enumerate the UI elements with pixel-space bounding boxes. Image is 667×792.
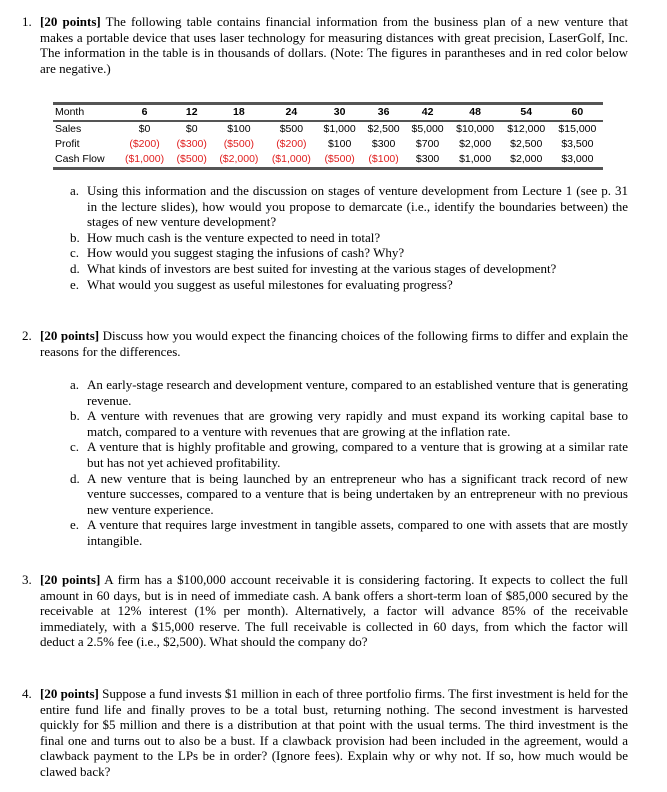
question-1-subitems bbox=[70, 183, 628, 292]
financial-table bbox=[53, 102, 603, 170]
item-text: How much cash is the venture expected to need in total? bbox=[87, 229, 381, 245]
table-row bbox=[53, 152, 603, 169]
list-item bbox=[70, 230, 628, 246]
item-text: What kinds of investors are best suited for investing at the various stages of development? bbox=[87, 260, 557, 276]
item-letter: d. bbox=[70, 470, 80, 486]
table-row bbox=[53, 137, 603, 152]
question-3 bbox=[22, 572, 628, 650]
question-body: Discuss how you would expect the financing choices of the following firms to differ and explain the reasons for the differences. bbox=[40, 328, 628, 359]
question-number: 2. bbox=[22, 328, 32, 343]
table-cell: $100 bbox=[227, 123, 251, 135]
table-cell: ($100) bbox=[368, 153, 399, 165]
table-cell: $300 bbox=[415, 153, 440, 165]
table-cell: ($200) bbox=[276, 138, 307, 150]
list-item bbox=[70, 261, 628, 277]
list-item bbox=[70, 439, 628, 470]
question-body: The following table contains financial information from the business plan of a new venture that makes a portable device that uses laser technology for measuring distances with great precision, LaserGolf, Inc. The information in the table is in thousands of dollars. (Note: The figures in parantheses and in red color below are negative.) bbox=[40, 14, 628, 76]
points-label: [20 points] bbox=[40, 686, 99, 701]
item-text: A venture that requires large investment in tangible assets, compared to one with assets that are mostly intangible. bbox=[87, 517, 628, 548]
header-month: Month bbox=[53, 104, 118, 122]
table-cell: $1,000 bbox=[323, 123, 356, 135]
item-text: Using this information and the discussion on stages of venture development from Lecture 1 (see p. 31 in the lecture slides), how would you propose to demarcate (i.e., identify the boundaries between) the stages of new venture development? bbox=[87, 183, 628, 230]
question-number: 4. bbox=[22, 686, 32, 701]
header-month-54: 54 bbox=[501, 104, 552, 122]
table-cell: $15,000 bbox=[558, 123, 597, 135]
points-label: [20 points] bbox=[40, 14, 101, 29]
table-cell: $300 bbox=[371, 138, 396, 150]
question-body: A firm has a $100,000 account receivable it is considering factoring. It expects to collect the full amount in 60 days, but is in need of immediate cash. A bank offers a short-term loan of $85,000 secured by the receivable at 12% interest (1% per month). Alternatively, a factor will advance 85% of the receivable immediately, with a $15,000 reserve. The full receivable is collected in 60 days, from which the factor will deduct a 2.5% fee (i.e., $2,500). What should the company do? bbox=[40, 572, 629, 650]
question-body: Suppose a fund invests $1 million in each of three portfolio firms. The first investment is held for the entire fund life and finally proves to be a total bust, returning nothing. The second investment is harvested quickly for $5 million and there is a distribution at that point with the usual terms. The third investment is the final one and turns out to also be a bust. If a clawback provision had been included in the agreement, would a clawback payment to the LPs be in order? (Ignore fees). Explain why or why not. If so, how much would be clawed back? bbox=[40, 686, 628, 779]
table-cell: ($500) bbox=[176, 153, 207, 165]
question-text bbox=[40, 686, 628, 780]
table-cell: ($2,000) bbox=[219, 153, 259, 165]
list-item bbox=[70, 471, 628, 518]
table-cell: ($500) bbox=[324, 153, 355, 165]
item-text: What would you suggest as useful milestones for evaluating progress? bbox=[87, 276, 453, 292]
item-letter: e. bbox=[70, 276, 80, 292]
table-cell: $0 bbox=[138, 123, 151, 135]
table-cell: ($500) bbox=[223, 138, 255, 150]
table-cell: $2,500 bbox=[510, 138, 543, 150]
header-month-12: 12 bbox=[171, 104, 213, 122]
question-4 bbox=[22, 686, 628, 780]
table-cell: ($1,000) bbox=[271, 153, 311, 165]
question-text bbox=[40, 328, 628, 359]
table-cell: $3,500 bbox=[561, 138, 594, 150]
table-cell: $1,000 bbox=[459, 153, 492, 165]
item-text: A new venture that is being launched by an entrepreneur who has a significant track record of new venture successes, compared to a venture that is being undertaken by an entrepreneur with no previous new venture experience. bbox=[87, 470, 628, 517]
list-item bbox=[70, 517, 628, 548]
header-month-36: 36 bbox=[362, 104, 406, 122]
list-item bbox=[70, 377, 628, 408]
points-label: [20 points] bbox=[40, 328, 100, 343]
table-cell: $100 bbox=[327, 138, 352, 150]
question-text bbox=[40, 572, 628, 650]
table-cell: $5,000 bbox=[411, 123, 444, 135]
row-label: Sales bbox=[55, 123, 82, 135]
question-2 bbox=[22, 328, 628, 359]
item-text: An early-stage research and development venture, compared to an established venture that is generating revenue. bbox=[87, 377, 628, 408]
header-month-24: 24 bbox=[265, 104, 318, 122]
header-month-60: 60 bbox=[552, 104, 603, 122]
item-text: How would you suggest staging the infusions of cash? Why? bbox=[87, 245, 405, 261]
list-item bbox=[70, 277, 628, 293]
list-item bbox=[70, 183, 628, 230]
item-letter: c. bbox=[70, 245, 80, 261]
item-letter: d. bbox=[70, 260, 80, 276]
table-row bbox=[53, 121, 603, 137]
table-cell: $700 bbox=[415, 138, 440, 150]
question-number: 3. bbox=[22, 572, 32, 587]
row-label: Profit bbox=[55, 138, 80, 150]
table-cell: $0 bbox=[185, 123, 198, 135]
points-label: [20 points] bbox=[40, 572, 101, 587]
item-letter: c. bbox=[70, 439, 80, 455]
table-cell: ($1,000) bbox=[124, 153, 165, 165]
header-month-30: 30 bbox=[318, 104, 362, 122]
table-cell: $2,000 bbox=[510, 153, 543, 165]
item-letter: a. bbox=[70, 377, 80, 392]
question-text bbox=[40, 14, 628, 76]
table-cell: $10,000 bbox=[456, 123, 495, 135]
header-month-6: 6 bbox=[118, 104, 171, 122]
item-letter: e. bbox=[70, 517, 80, 533]
header-month-18: 18 bbox=[213, 104, 266, 122]
table-cell: ($300) bbox=[176, 138, 207, 150]
list-item bbox=[70, 408, 628, 439]
header-month-48: 48 bbox=[450, 104, 501, 122]
item-letter: b. bbox=[70, 229, 80, 245]
table-cell: $3,000 bbox=[561, 153, 594, 165]
item-letter: b. bbox=[70, 408, 80, 424]
item-text: A venture with revenues that are growing very rapidly and must expand its working capital base to match, compared to a venture with revenues that are growing at the inflation rate. bbox=[87, 408, 628, 439]
question-number: 1. bbox=[22, 14, 32, 29]
item-text: A venture that is highly profitable and growing, compared to a venture that is growing at a similar rate but has not yet achieved profitability. bbox=[87, 439, 628, 470]
table-cell: $2,500 bbox=[367, 123, 400, 135]
question-1 bbox=[22, 14, 628, 76]
question-2-subitems bbox=[70, 377, 628, 549]
table-cell: $12,000 bbox=[507, 123, 546, 135]
table-cell: ($200) bbox=[129, 138, 160, 150]
table-cell: $500 bbox=[279, 123, 304, 135]
header-month-42: 42 bbox=[406, 104, 450, 122]
row-label: Cash Flow bbox=[55, 153, 105, 165]
table-cell: $2,000 bbox=[459, 138, 492, 150]
list-item bbox=[70, 245, 628, 261]
table-header-row bbox=[53, 104, 603, 122]
item-letter: a. bbox=[70, 183, 80, 198]
